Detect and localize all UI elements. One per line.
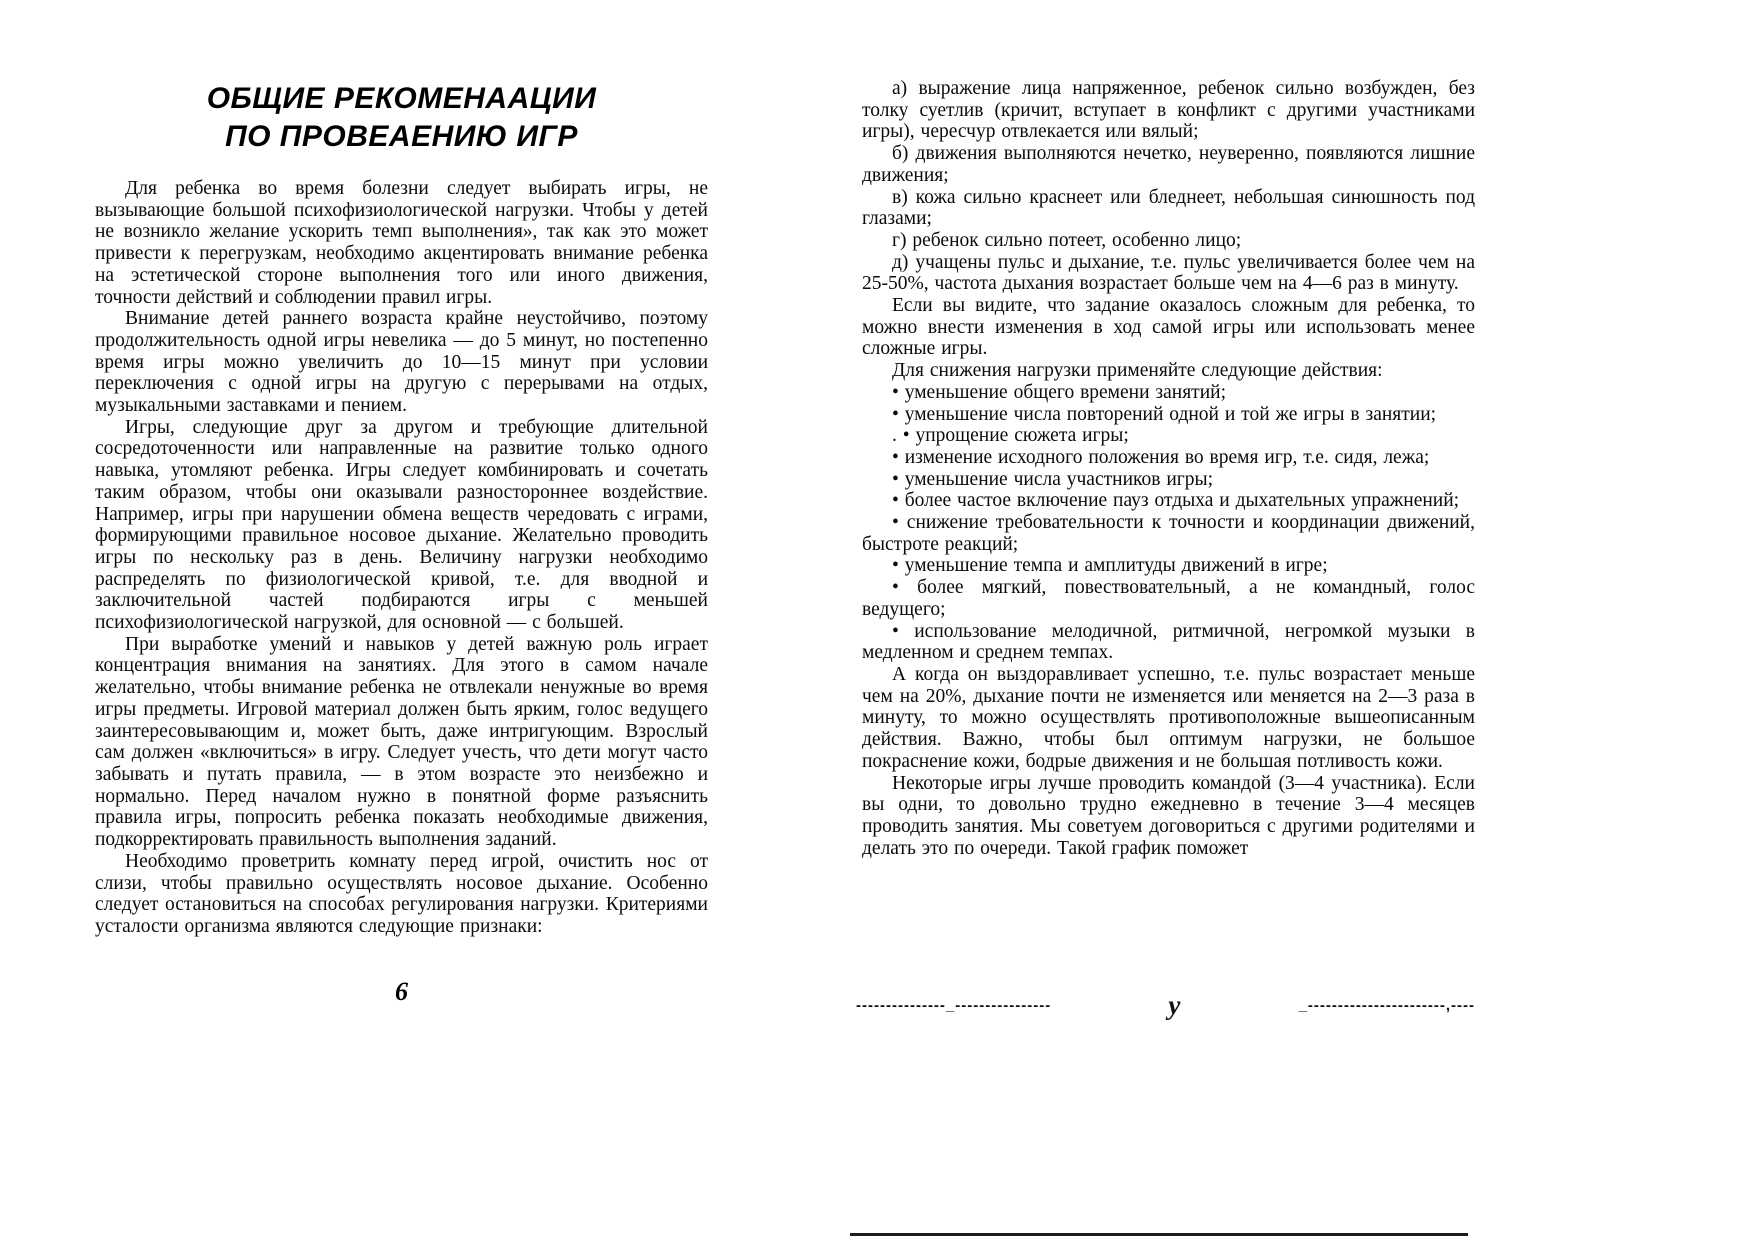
paragraph: в) кожа сильно краснеет или бледнеет, небольшая синюшность под глазами; [862,186,1475,230]
bullet-item: • уменьшение общего времени занятий; [892,381,1226,403]
bullet-item: • снижение требовательности к точности и координации движений, быстроте реакций; [862,512,1475,555]
page-title [95,80,708,156]
left-page [95,72,708,1172]
footer-letter: у [1168,990,1182,1020]
paragraph: Необходимо проветрить комнату перед игрой, очистить нос от слизи, чтобы правильно осуществлять носовое дыхание. Особенно следует остановиться на способах регулирования нагрузки. Критериями усталости организма являются следующие признаки: [95,850,708,937]
bullet-item: • уменьшение темпа и амплитуды движений в игре; [892,555,1328,577]
paragraph: Внимание детей раннего возраста крайне неустойчиво, поэтому продолжительность одной игры невелика — до 5 минут, но постепенно время игры можно увеличить до 10—15 минут при условии переключения с одной игры на другую с перерывами на отдых, музыкальными заставками и пением. [95,308,708,417]
bullet-item: • уменьшение числа участников игры; [892,468,1214,490]
bullet-item: • более частое включение пауз отдыха и дыхательных упражнений; [892,490,1460,512]
title-line-1: ОБЩИЕ РЕКОМЕНААЦИИ [206,82,597,115]
paragraph: Для снижения нагрузки применяйте следующие действия: [892,360,1383,382]
footer-dashes-right: _-----------------------,---- [1298,997,1475,1014]
paragraph: г) ребенок сильно потеет, особенно лицо; [892,229,1242,251]
bullet-item: • использование мелодичной, ритмичной, негромкой музыки в медленном и среднем темпах. [862,620,1475,664]
paragraph: д) учащены пульс и дыхание, т.е. пульс увеличивается более чем на 25-50%, частота дыхания возрастает больше чем на 4—6 раз в минуту. [862,251,1475,295]
paragraph: Игры, следующие друг за другом и требующие длительной сосредоточенности или направленные на развитие только одного навыка, утомляют ребенка. Игры следует комбинировать и сочетать таким образом, чтобы они оказывали разностороннее воздействие. Например, игры при нарушении обмена веществ чередовать с играми, формирующими правильное носовое дыхание. Желательно проводить игры по нескольку раз в день. Величину нагрузки необходимо распределять по физиологической кривой, т.е. для вводной и заключительной частей подбираются игры с меньшей психофизиологической нагрузкой, для основной — с большей. [95,416,708,634]
paragraph: Некоторые игры лучше проводить командой (3—4 участника). Если вы одни, то довольно трудно ежедневно в течение 3—4 месяцев проводить занятия. Мы советуем договориться с другими родителями и делать это по очереди. Такой график поможет [862,772,1475,859]
scan-edge-line [850,1233,1468,1236]
bullet-item: • более мягкий, повествовательный, а не командный, голос ведущего; [862,577,1475,620]
footer-scan-artifact [856,990,1475,1021]
bullet-item: • изменение исходного положения во время игр, т.е. сидя, лежа; [892,446,1430,468]
right-page [856,78,1475,1198]
title-line-2: ПО ПРОВЕАЕНИЮ ИГР [225,120,578,153]
paragraph: Для ребенка во время болезни следует выбирать игры, не вызывающие большой психофизиологической нагрузки. Чтобы у детей не возникло желание ускорить темп выполнения», так как это может привести к перегрузкам, необходимо акцентировать внимание ребенка на эстетической стороне выполнения того или иного движения, точности действий и соблюдении правил игры. [95,178,708,308]
paragraph: При выработке умений и навыков у детей важную роль играет концентрация внимания на занятиях. Для этого в самом начале желательно, чтобы внимание ребенка не отвлекали ненужные во время игры предметы. Игровой материал должен быть ярким, голос ведущего заинтересовывающим и, может быть, даже интригующим. Взрослый сам должен «включиться» в игру. Следует учесть, что дети могут часто забывать и путать правила, — в этом возрасте это неизбежно и нормально. Перед началом нужно в понятной форме разъяснить правила игры, попросить ребенка показать необходимые движения, подкорректировать правильность выполнения заданий. [95,633,708,851]
paragraph: а) выражение лица напряженное, ребенок сильно возбужден, без толку суетлив (кричит, вступает в конфликт с другими участниками игры), чересчур отвлекается или вялый; [862,78,1475,143]
bullet-item: • уменьшение числа повторений одной и той же игры в занятии; [892,403,1437,425]
paragraph: Если вы видите, что задание оказалось сложным для ребенка, то можно внести изменения в ход самой игры или использовать менее сложные игры. [862,295,1475,360]
paragraph: А когда он выздоравливает успешно, т.е. пульс возрастает меньше чем на 20%, дыхание почти не изменяется или меняется на 2—3 раза в минуту, то можно осуществлять противоположные вышеописанным действия. Важно, чтобы был оптимум нагрузки, не большое покраснение кожи, бодрые движения и не большая потливость кожи. [862,663,1475,772]
page-number: 6 [395,977,408,1006]
footer-dashes-left: ---------------_---------------- [856,997,1052,1014]
bullet-item: . • упрощение сюжета игры; [892,425,1129,447]
paragraph: б) движения выполняются нечетко, неуверенно, появляются лишние движения; [862,143,1475,186]
